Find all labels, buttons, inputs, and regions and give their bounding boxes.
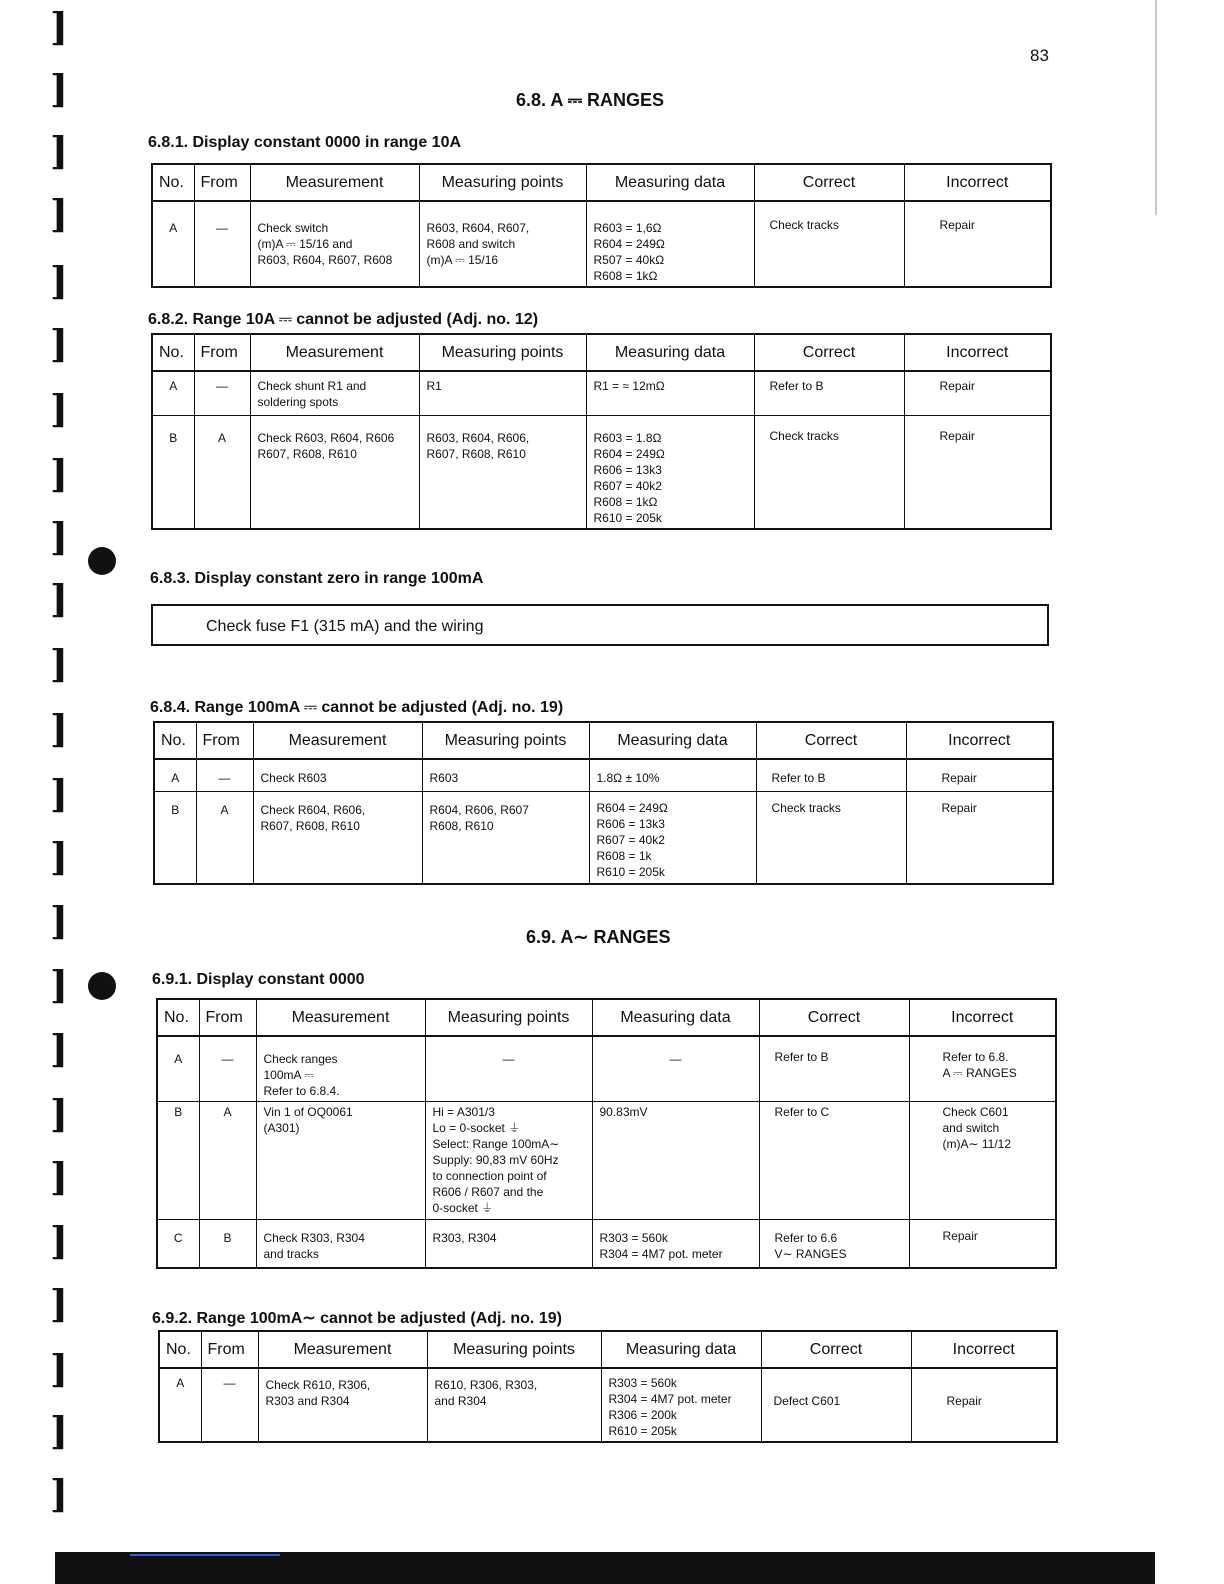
cell-measuring-points: R610, R306, R303, and R304 <box>427 1368 601 1442</box>
header-from: From <box>199 999 256 1036</box>
header-measuring-data: Measuring data <box>589 722 756 759</box>
cell-incorrect: Repair <box>911 1368 1057 1442</box>
page-number: 83 <box>1030 46 1049 65</box>
cell-from: — <box>199 1036 256 1102</box>
cell-measuring-points: — <box>425 1036 592 1102</box>
cell-no: A <box>152 201 194 287</box>
header-measurement: Measurement <box>250 164 419 201</box>
header-correct: Correct <box>754 164 904 201</box>
cell-measuring-data: R303 = 560k R304 = 4M7 pot. meter R306 = 200k R610 = 205k <box>601 1368 761 1442</box>
cell-measuring-points: R603 <box>422 759 589 791</box>
binder-ring: ] <box>50 771 68 816</box>
table-header-row <box>154 722 1053 759</box>
cell-measurement: Check ranges 100mA ⎓ Refer to 6.8.4. <box>256 1036 425 1102</box>
table-6-9-2 <box>158 1330 1058 1443</box>
cell-from: A <box>196 791 253 884</box>
header-measuring-points: Measuring points <box>425 999 592 1036</box>
binder-ring: ] <box>50 834 68 879</box>
cell-measuring-data: R603 = 1.8Ω R604 = 249Ω R606 = 13k3 R607 = 40k2 R608 = 1kΩ R610 = 205k <box>586 415 754 529</box>
table-header-row <box>152 164 1051 201</box>
cell-incorrect: Repair <box>909 1220 1056 1268</box>
cell-correct: Refer to B <box>759 1036 909 1102</box>
cell-measurement: Check R303, R304 and tracks <box>256 1220 425 1268</box>
cell-measuring-data: R603 = 1,6Ω R604 = 249Ω R507 = 40kΩ R608 = 1kΩ <box>586 201 754 287</box>
binder-ring: ] <box>50 898 68 943</box>
cell-no: B <box>154 791 196 884</box>
binder-ring: ] <box>50 641 68 686</box>
header-correct: Correct <box>761 1331 911 1368</box>
cell-correct: Check tracks <box>756 791 906 884</box>
cell-correct: Defect C601 <box>761 1368 911 1442</box>
table-6-8-1 <box>151 163 1052 288</box>
binder-ring: ] <box>50 1091 68 1136</box>
cell-measuring-points: Hi = A301/3 Lo = 0-socket ⏚ Select: Range 100mA∼ Supply: 90,83 mV 60Hz to connection point of R606 / R607 and the 0-socket ⏚ <box>425 1102 592 1220</box>
header-measuring-points: Measuring points <box>427 1331 601 1368</box>
cell-from: — <box>194 371 250 415</box>
table-row <box>152 415 1051 529</box>
header-measuring-points: Measuring points <box>419 334 586 371</box>
cell-no: B <box>157 1102 199 1220</box>
cell-from: A <box>194 415 250 529</box>
binder-ring: ] <box>50 514 68 559</box>
table-row <box>157 1036 1056 1102</box>
header-incorrect: Incorrect <box>904 164 1051 201</box>
cell-incorrect: Repair <box>904 415 1051 529</box>
binder-ring: ] <box>50 1346 68 1391</box>
cell-measuring-data: — <box>592 1036 759 1102</box>
header-incorrect: Incorrect <box>909 999 1056 1036</box>
binder-ring: ] <box>50 4 68 49</box>
note-box: Check fuse F1 (315 mA) and the wiring <box>151 604 1049 646</box>
cell-incorrect: Repair <box>904 371 1051 415</box>
table-row <box>152 371 1051 415</box>
binder-ring: ] <box>50 1154 68 1199</box>
cell-measuring-data: R604 = 249Ω R606 = 13k3 R607 = 40k2 R608 = 1k R610 = 205k <box>589 791 756 884</box>
table-6-8-4 <box>153 721 1054 885</box>
section-heading-6-8: 6.8. A ⎓ RANGES <box>516 90 665 110</box>
cell-measurement: Check shunt R1 and soldering spots <box>250 371 419 415</box>
cell-from: A <box>199 1102 256 1220</box>
subsection-title-6-9-1: 6.9.1. Display constant 0000 <box>152 971 365 988</box>
table-6-9-1 <box>156 998 1057 1269</box>
cell-measuring-points: R603, R604, R607, R608 and switch (m)A ⎓ 15/16 <box>419 201 586 287</box>
table-row <box>154 791 1053 884</box>
scan-edge-line <box>1155 0 1157 215</box>
cell-incorrect: Repair <box>904 201 1051 287</box>
header-measuring-data: Measuring data <box>601 1331 761 1368</box>
header-no: No. <box>152 334 194 371</box>
binder-ring: ] <box>50 451 68 496</box>
table-row <box>157 1220 1056 1268</box>
cell-measurement: Check R603 <box>253 759 422 791</box>
header-incorrect: Incorrect <box>904 334 1051 371</box>
table-row <box>154 759 1053 791</box>
cell-measuring-data: 1.8Ω ± 10% <box>589 759 756 791</box>
cell-measuring-points: R603, R604, R606, R607, R608, R610 <box>419 415 586 529</box>
cell-no: A <box>154 759 196 791</box>
header-no: No. <box>154 722 196 759</box>
table-header-row <box>157 999 1056 1036</box>
cell-from: — <box>196 759 253 791</box>
binder-ring: ] <box>50 962 68 1007</box>
binder-ring: ] <box>50 258 68 303</box>
table-6-8-2 <box>151 333 1052 530</box>
header-measurement: Measurement <box>256 999 425 1036</box>
header-from: From <box>194 334 250 371</box>
cell-measurement: Check R604, R606, R607, R608, R610 <box>253 791 422 884</box>
header-no: No. <box>157 999 199 1036</box>
header-no: No. <box>159 1331 201 1368</box>
cell-incorrect: Check C601 and switch (m)A∼ 11/12 <box>909 1102 1056 1220</box>
table-row <box>157 1102 1056 1220</box>
header-measurement: Measurement <box>258 1331 427 1368</box>
header-incorrect: Incorrect <box>906 722 1053 759</box>
header-correct: Correct <box>759 999 909 1036</box>
binder-ring: ] <box>50 1218 68 1263</box>
header-correct: Correct <box>756 722 906 759</box>
cell-measuring-data: R303 = 560k R304 = 4M7 pot. meter <box>592 1220 759 1268</box>
binder-ring: ] <box>50 1281 68 1326</box>
cell-measuring-points: R1 <box>419 371 586 415</box>
header-from: From <box>194 164 250 201</box>
header-measurement: Measurement <box>253 722 422 759</box>
header-measuring-points: Measuring points <box>422 722 589 759</box>
binder-ring: ] <box>50 1471 68 1516</box>
table-header-row <box>159 1331 1057 1368</box>
header-measuring-data: Measuring data <box>586 164 754 201</box>
subsection-title-6-8-4: 6.8.4. Range 100mA ⎓ cannot be adjusted (Adj. no. 19) <box>150 699 564 716</box>
table-header-row <box>152 334 1051 371</box>
binder-ring: ] <box>50 1408 68 1453</box>
header-from: From <box>201 1331 258 1368</box>
punch-hole <box>88 547 116 575</box>
header-incorrect: Incorrect <box>911 1331 1057 1368</box>
section-heading-6-9: 6.9. A∼ RANGES <box>526 927 671 947</box>
cell-correct: Check tracks <box>754 201 904 287</box>
header-no: No. <box>152 164 194 201</box>
cell-measuring-points: R604, R606, R607 R608, R610 <box>422 791 589 884</box>
header-measuring-points: Measuring points <box>419 164 586 201</box>
binder-ring: ] <box>50 576 68 621</box>
cell-no: C <box>157 1220 199 1268</box>
header-measuring-data: Measuring data <box>592 999 759 1036</box>
scan-bottom-bar <box>55 1552 1155 1584</box>
binder-ring: ] <box>50 321 68 366</box>
cell-correct: Refer to B <box>756 759 906 791</box>
cell-measurement: Check R610, R306, R303 and R304 <box>258 1368 427 1442</box>
binder-ring: ] <box>50 386 68 431</box>
cell-correct: Refer to B <box>754 371 904 415</box>
cell-measuring-data: 90.83mV <box>592 1102 759 1220</box>
table-row <box>152 201 1051 287</box>
scan-bottom-accent <box>130 1554 280 1556</box>
binder-brackets <box>50 0 70 1584</box>
cell-correct: Refer to 6.6 V∼ RANGES <box>759 1220 909 1268</box>
cell-no: B <box>152 415 194 529</box>
punch-hole <box>88 972 116 1000</box>
cell-no: A <box>152 371 194 415</box>
cell-from: — <box>201 1368 258 1442</box>
binder-ring: ] <box>50 1026 68 1071</box>
binder-ring: ] <box>50 191 68 236</box>
header-measurement: Measurement <box>250 334 419 371</box>
cell-from: B <box>199 1220 256 1268</box>
subsection-title-6-9-2: 6.9.2. Range 100mA∼ cannot be adjusted (Adj. no. 19) <box>152 1310 562 1327</box>
binder-ring: ] <box>50 66 68 111</box>
cell-measurement: Check R603, R604, R606 R607, R608, R610 <box>250 415 419 529</box>
subsection-title-6-8-2: 6.8.2. Range 10A ⎓ cannot be adjusted (Adj. no. 12) <box>148 311 539 328</box>
header-correct: Correct <box>754 334 904 371</box>
cell-no: A <box>157 1036 199 1102</box>
cell-correct: Refer to C <box>759 1102 909 1220</box>
table-row <box>159 1368 1057 1442</box>
subsection-title-6-8-1: 6.8.1. Display constant 0000 in range 10A <box>148 134 462 151</box>
cell-from: — <box>194 201 250 287</box>
cell-incorrect: Repair <box>906 791 1053 884</box>
cell-incorrect: Refer to 6.8. A ⎓ RANGES <box>909 1036 1056 1102</box>
cell-correct: Check tracks <box>754 415 904 529</box>
header-from: From <box>196 722 253 759</box>
binder-ring: ] <box>50 128 68 173</box>
cell-measurement: Check switch (m)A ⎓ 15/16 and R603, R604, R607, R608 <box>250 201 419 287</box>
subsection-title-6-8-3: 6.8.3. Display constant zero in range 100mA <box>150 570 484 587</box>
cell-incorrect: Repair <box>906 759 1053 791</box>
header-measuring-data: Measuring data <box>586 334 754 371</box>
cell-no: A <box>159 1368 201 1442</box>
cell-measuring-points: R303, R304 <box>425 1220 592 1268</box>
cell-measurement: Vin 1 of OQ0061 (A301) <box>256 1102 425 1220</box>
binder-ring: ] <box>50 706 68 751</box>
cell-measuring-data: R1 = ≈ 12mΩ <box>586 371 754 415</box>
